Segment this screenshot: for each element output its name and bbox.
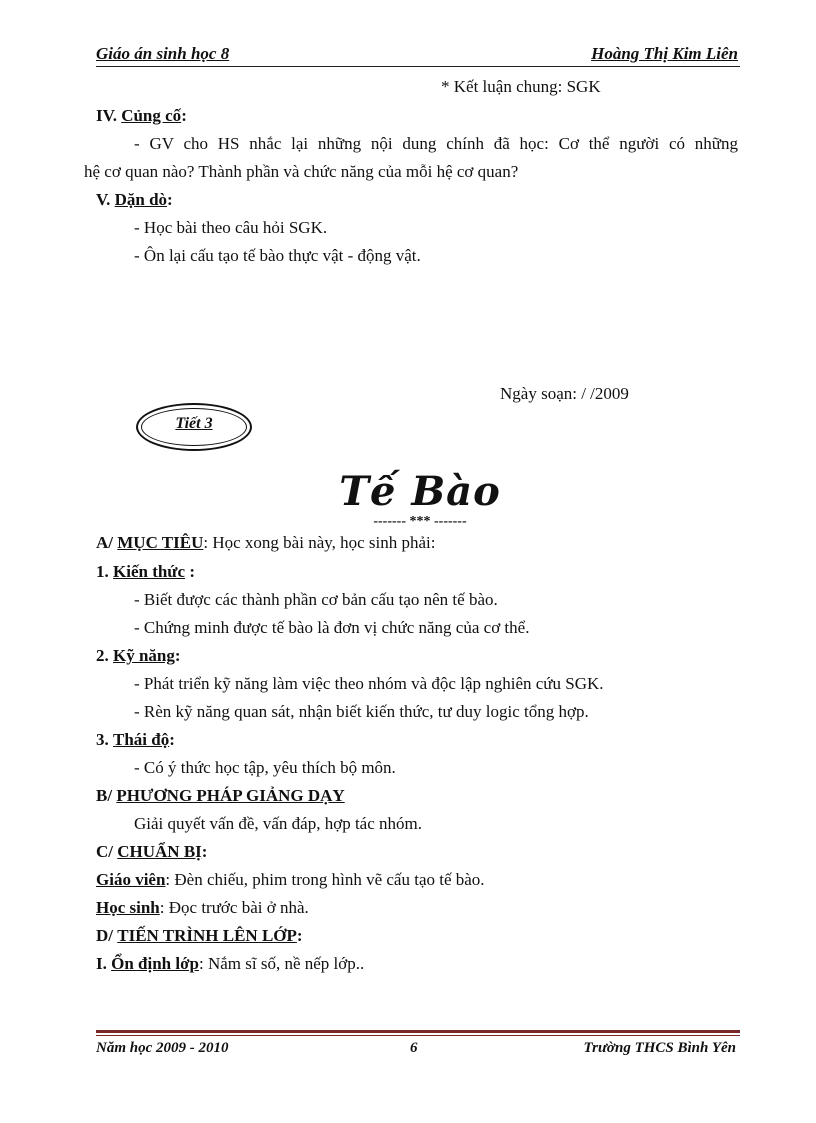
student-label: Học sinh xyxy=(96,898,160,917)
section-d-colon: : xyxy=(296,926,303,945)
student-text: : Đọc trước bài ở nhà. xyxy=(159,898,309,917)
teacher-line xyxy=(96,870,485,890)
prep-date: Ngày soạn: / /2009 xyxy=(500,384,629,403)
footer-rule-thick xyxy=(96,1030,740,1033)
conclusion-line: * Kết luận chung: SGK xyxy=(441,77,601,96)
class-order-line xyxy=(96,954,364,974)
section-c-title: CHUẨN BỊ xyxy=(117,842,202,861)
title-separator: ------- *** ------- xyxy=(373,514,467,529)
student-line xyxy=(96,898,309,918)
section-c-prefix: C/ xyxy=(96,842,113,861)
section-a-text: : Học xong bài này, học sinh phải: xyxy=(203,533,436,552)
class-order-title: Ổn định lớp xyxy=(111,954,199,973)
section-a-heading xyxy=(96,533,436,553)
lesson-title: Tế Bào xyxy=(339,468,501,515)
section-iv-line1: - GV cho HS nhắc lại những nội dung chính đã học: Cơ thể người có những xyxy=(134,134,738,153)
knowledge-item1: - Biết được các thành phần cơ bản cấu tạo nên tế bào. xyxy=(134,590,498,609)
lesson-badge-label: Tiết 3 xyxy=(175,415,213,432)
section-v-num: V. xyxy=(96,190,111,209)
class-order-text: : Nắm sĩ số, nề nếp lớp.. xyxy=(198,954,365,973)
section-iv-colon: : xyxy=(181,106,187,125)
section-iv-title: Củng cố xyxy=(121,106,182,125)
section-c-heading xyxy=(96,842,207,862)
attitude-num: 3. xyxy=(96,730,109,749)
section-d-title: TIẾN TRÌNH LÊN LỚP xyxy=(117,926,297,945)
knowledge-title: Kiến thức xyxy=(113,562,186,581)
section-v-item2: - Ôn lại cấu tạo tế bào thực vật - động vật. xyxy=(134,246,421,265)
section-b-heading xyxy=(96,786,345,806)
section-d-prefix: D/ xyxy=(96,926,113,945)
section-c-colon: : xyxy=(201,842,208,861)
skills-item2: - Rèn kỹ năng quan sát, nhận biết kiến thức, tư duy logic tổng hợp. xyxy=(134,702,589,721)
section-d-heading xyxy=(96,926,303,946)
section-a-title: MỤC TIÊU xyxy=(117,533,204,552)
teacher-text: : Đèn chiếu, phim trong hình vẽ cấu tạo tế bào. xyxy=(165,870,485,889)
section-iv-num: IV. xyxy=(96,106,117,125)
section-b-prefix: B/ xyxy=(96,786,113,805)
section-v-item1: - Học bài theo câu hỏi SGK. xyxy=(134,218,328,237)
footer-school-name: Trường THCS Bình Yên xyxy=(583,1040,736,1056)
section-iv-line2: hệ cơ quan nào? Thành phần và chức năng của mỗi hệ cơ quan? xyxy=(84,162,519,181)
section-iv-heading xyxy=(96,106,187,126)
knowledge-colon: : xyxy=(185,562,195,581)
teacher-label: Giáo viên xyxy=(96,870,166,889)
footer-school-year: Năm học 2009 - 2010 xyxy=(96,1040,229,1056)
footer-page-number: 6 xyxy=(410,1040,418,1056)
attitude-heading xyxy=(96,730,175,750)
knowledge-heading xyxy=(96,562,195,582)
class-order-num: I. xyxy=(96,954,107,973)
section-b-text: Giải quyết vấn đề, vấn đáp, hợp tác nhóm. xyxy=(134,814,422,833)
knowledge-num: 1. xyxy=(96,562,109,581)
header-rule xyxy=(96,66,740,67)
header-left: Giáo án sinh học 8 xyxy=(96,44,230,63)
section-a-prefix: A/ xyxy=(96,533,113,552)
knowledge-item2: - Chứng minh được tế bào là đơn vị chức năng của cơ thể. xyxy=(134,618,530,637)
attitude-item1: - Có ý thức học tập, yêu thích bộ môn. xyxy=(134,758,396,777)
attitude-colon: : xyxy=(169,730,175,749)
section-v-colon: : xyxy=(167,190,173,209)
footer-rule-thin xyxy=(96,1035,740,1036)
header-right: Hoàng Thị Kim Liên xyxy=(591,44,738,63)
skills-num: 2. xyxy=(96,646,109,665)
skills-colon: : xyxy=(174,646,181,665)
section-v-title: Dặn dò xyxy=(114,190,168,209)
lesson-badge xyxy=(136,403,252,451)
section-b-title: PHƯƠNG PHÁP GIẢNG DẠY xyxy=(116,786,345,805)
section-v-heading xyxy=(96,190,173,210)
skills-item1: - Phát triển kỹ năng làm việc theo nhóm và độc lập nghiên cứu SGK. xyxy=(134,674,604,693)
skills-title: Kỹ năng xyxy=(113,646,175,665)
skills-heading xyxy=(96,646,181,666)
attitude-title: Thái độ xyxy=(113,730,170,749)
